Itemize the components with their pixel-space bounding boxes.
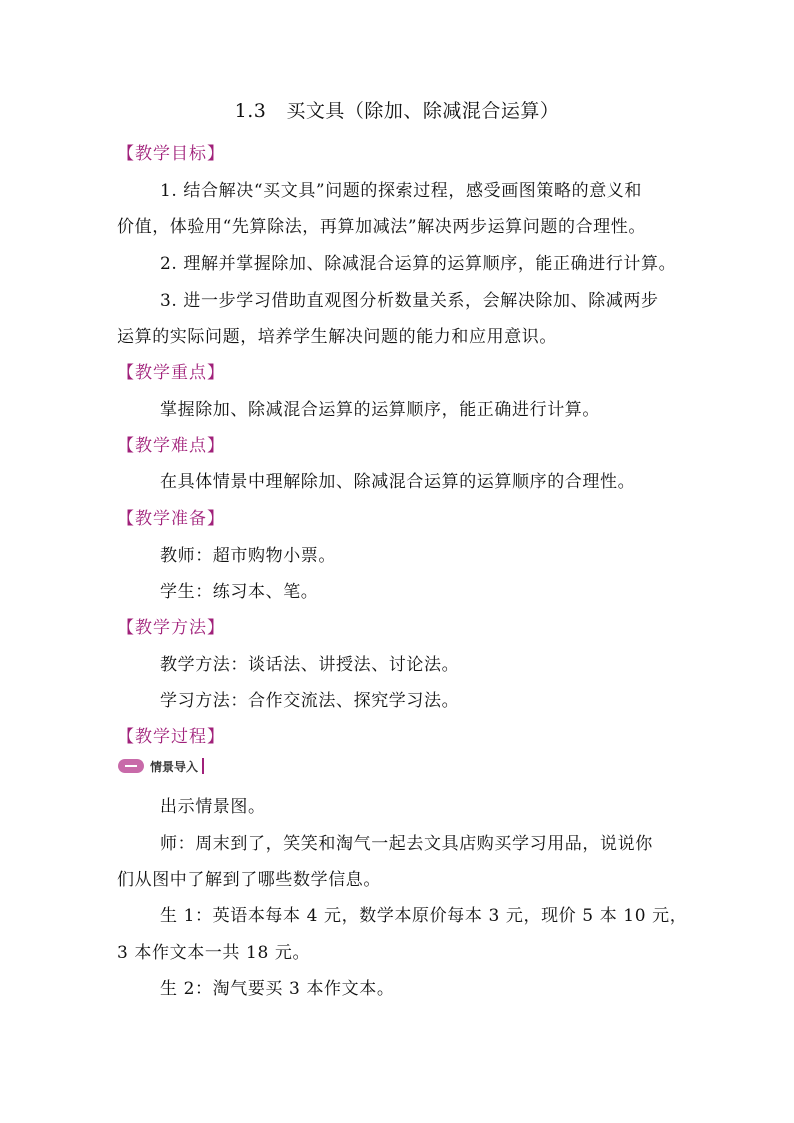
process-p2-line-2: 们从图中了解到了哪些数学信息。 xyxy=(117,870,381,890)
lesson-number: 1.3 xyxy=(234,100,267,122)
goal-3-line-2: 运算的实际问题，培养学生解决问题的能力和应用意识。 xyxy=(117,327,557,347)
difficult-text: 在具体情景中理解除加、除减混合运算的运算顺序的合理性。 xyxy=(160,472,636,492)
key-text: 掌握除加、除减混合运算的运算顺序，能正确进行计算。 xyxy=(160,400,600,420)
section-prep: 【教学准备】 xyxy=(117,509,225,529)
section-key: 【教学重点】 xyxy=(117,363,225,383)
section-process: 【教学过程】 xyxy=(117,727,225,747)
process-p1: 出示情景图。 xyxy=(160,797,266,817)
section-difficult: 【教学难点】 xyxy=(117,436,225,456)
method-teach: 教学方法：谈话法、讲授法、讨论法。 xyxy=(160,655,460,675)
scene-intro-tag xyxy=(118,758,204,774)
goal-3-line-1: 3. 进一步学习借助直观图分析数量关系，会解决除加、除减两步 xyxy=(160,291,659,311)
page-title xyxy=(0,96,794,123)
prep-teacher: 教师：超市购物小票。 xyxy=(160,546,336,566)
section-goals: 【教学目标】 xyxy=(117,144,225,164)
goal-1-line-1: 1. 结合解决“买文具”问题的探索过程，感受画图策略的意义和 xyxy=(160,181,643,201)
process-p4: 生 2：淘气要买 3 本作文本。 xyxy=(160,979,395,999)
process-p3-line-1: 生 1：英语本每本 4 元，数学本原价每本 3 元，现价 5 本 10 元， xyxy=(160,906,688,926)
goal-2: 2. 理解并掌握除加、除减混合运算的运算顺序，能正确进行计算。 xyxy=(160,254,677,274)
tag-divider xyxy=(202,758,204,774)
method-learn: 学习方法：合作交流法、探究学习法。 xyxy=(160,691,460,711)
section-method: 【教学方法】 xyxy=(117,618,225,638)
process-p2-line-1: 师：周末到了，笑笑和淘气一起去文具店购买学习用品，说说你 xyxy=(160,834,653,854)
goal-1-line-2: 价值，体验用“先算除法，再算加减法”解决两步运算问题的合理性。 xyxy=(117,217,646,237)
scene-intro-label: 情景导入 xyxy=(150,759,199,774)
prep-student: 学生：练习本、笔。 xyxy=(160,582,319,602)
dash-pill-icon xyxy=(118,759,144,773)
process-p3-line-2: 3 本作文本一共 18 元。 xyxy=(117,943,311,963)
lesson-title: 买文具（除加、除减混合运算） xyxy=(286,100,560,122)
